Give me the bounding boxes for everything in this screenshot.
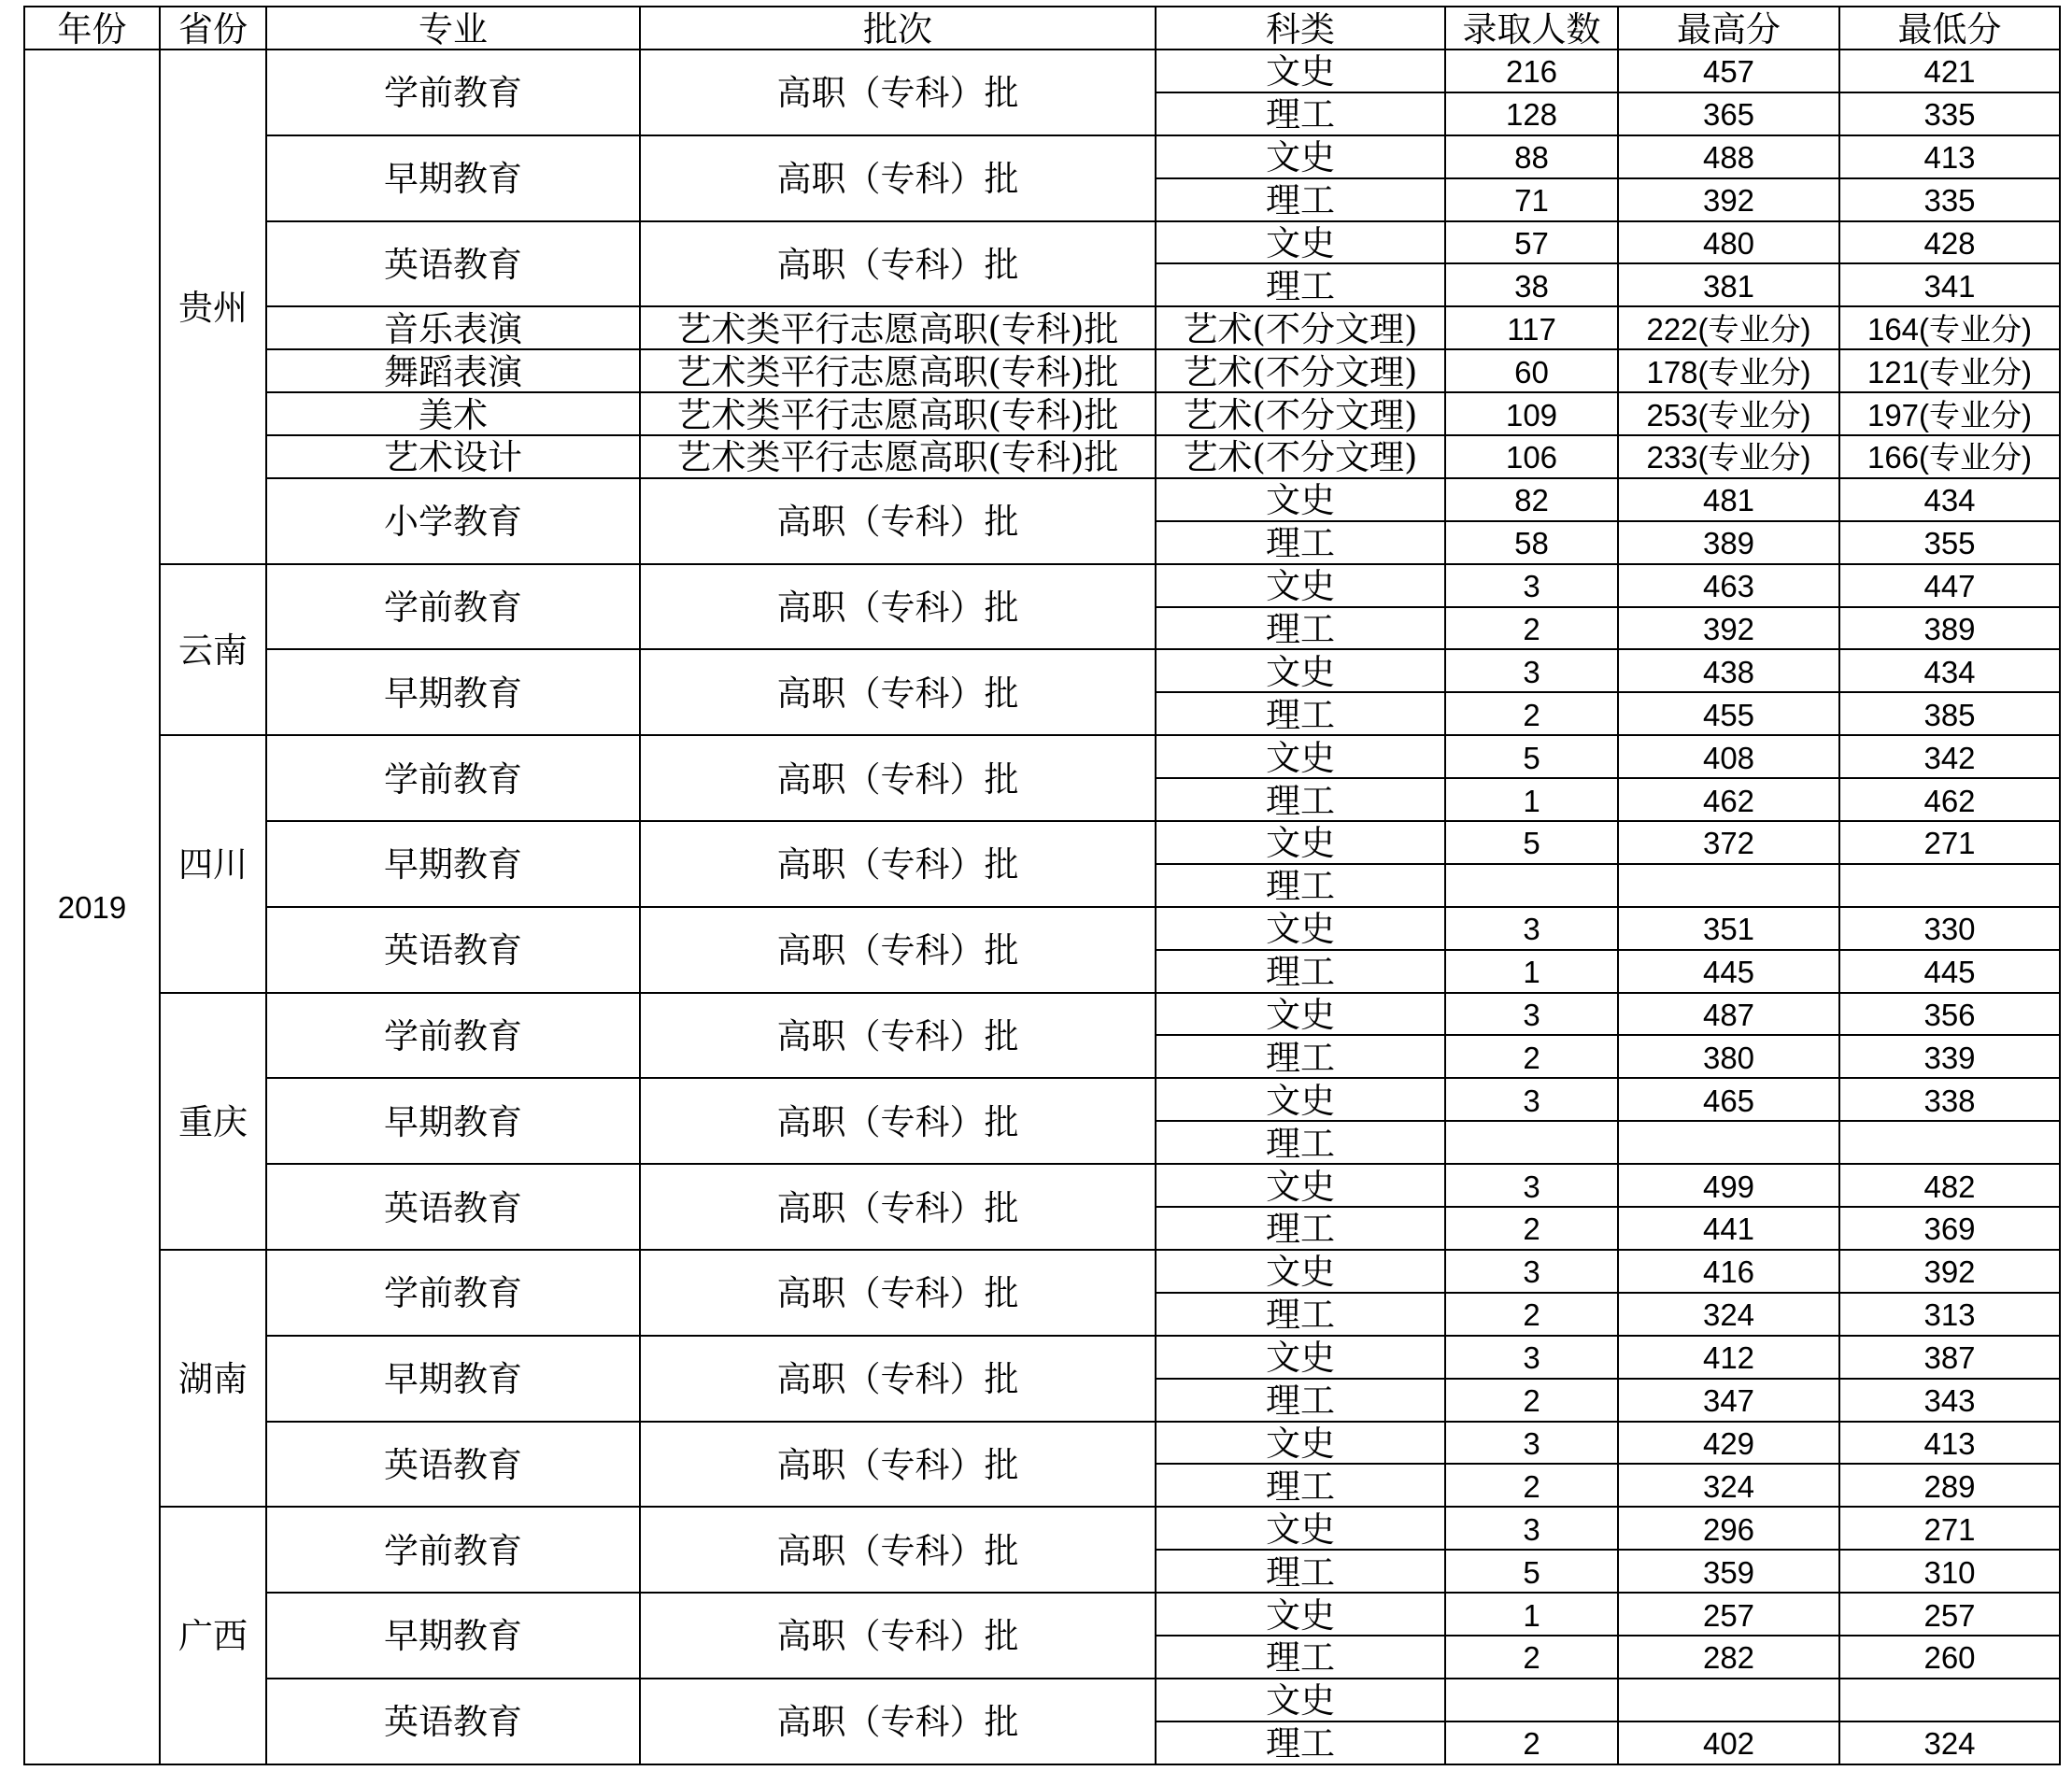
min-score-cell: 413 bbox=[1840, 136, 2061, 179]
major-cell: 早期教育 bbox=[267, 1337, 641, 1423]
batch-cell: 高职（专科）批 bbox=[641, 136, 1157, 222]
admitted-count-cell: 128 bbox=[1446, 93, 1619, 136]
category-cell: 理工 bbox=[1157, 522, 1446, 565]
min-score-cell: 356 bbox=[1840, 994, 2061, 1037]
batch-cell: 高职（专科）批 bbox=[641, 1251, 1157, 1337]
category-cell: 文史 bbox=[1157, 136, 1446, 179]
batch-cell: 高职（专科）批 bbox=[641, 1679, 1157, 1765]
batch-cell: 高职（专科）批 bbox=[641, 1423, 1157, 1509]
max-score-cell bbox=[1619, 1122, 1840, 1165]
category-cell: 文史 bbox=[1157, 1508, 1446, 1551]
admitted-count-cell: 2 bbox=[1446, 1294, 1619, 1337]
admitted-count-cell: 3 bbox=[1446, 1079, 1619, 1122]
category-cell: 文史 bbox=[1157, 1165, 1446, 1208]
max-score-cell: 324 bbox=[1619, 1294, 1840, 1337]
max-score-cell: 324 bbox=[1619, 1465, 1840, 1508]
max-score-cell: 359 bbox=[1619, 1551, 1840, 1594]
min-score-cell: 434 bbox=[1840, 650, 2061, 693]
max-score-cell: 380 bbox=[1619, 1036, 1840, 1079]
admitted-count-cell: 2 bbox=[1446, 608, 1619, 651]
admitted-count-cell: 109 bbox=[1446, 393, 1619, 436]
header-max-score: 最高分 bbox=[1619, 7, 1840, 50]
admitted-count-cell: 1 bbox=[1446, 779, 1619, 822]
batch-cell: 艺术类平行志愿高职(专科)批 bbox=[641, 350, 1157, 393]
min-score-cell: 389 bbox=[1840, 608, 2061, 651]
province-cell: 广西 bbox=[161, 1508, 267, 1764]
major-cell: 英语教育 bbox=[267, 1679, 641, 1765]
category-cell: 理工 bbox=[1157, 951, 1446, 994]
min-score-cell: 257 bbox=[1840, 1594, 2061, 1636]
admitted-count-cell: 106 bbox=[1446, 436, 1619, 479]
category-cell: 理工 bbox=[1157, 1036, 1446, 1079]
admitted-count-cell: 2 bbox=[1446, 1036, 1619, 1079]
max-score-cell: 480 bbox=[1619, 222, 1840, 265]
min-score-cell: 310 bbox=[1840, 1551, 2061, 1594]
major-cell: 学前教育 bbox=[267, 1508, 641, 1594]
batch-cell: 高职（专科）批 bbox=[641, 994, 1157, 1080]
admitted-count-cell: 71 bbox=[1446, 179, 1619, 222]
category-cell: 艺术(不分文理) bbox=[1157, 350, 1446, 393]
batch-cell: 高职（专科）批 bbox=[641, 50, 1157, 136]
max-score-cell: 178(专业分) bbox=[1619, 350, 1840, 393]
admitted-count-cell: 5 bbox=[1446, 1551, 1619, 1594]
max-score-cell: 488 bbox=[1619, 136, 1840, 179]
min-score-cell: 121(专业分) bbox=[1840, 350, 2061, 393]
max-score-cell: 408 bbox=[1619, 736, 1840, 779]
min-score-cell: 271 bbox=[1840, 822, 2061, 865]
max-score-cell: 365 bbox=[1619, 93, 1840, 136]
batch-cell: 艺术类平行志愿高职(专科)批 bbox=[641, 307, 1157, 350]
max-score-cell: 455 bbox=[1619, 693, 1840, 736]
min-score-cell: 313 bbox=[1840, 1294, 2061, 1337]
max-score-cell: 429 bbox=[1619, 1423, 1840, 1466]
admitted-count-cell: 117 bbox=[1446, 307, 1619, 350]
admitted-count-cell: 82 bbox=[1446, 479, 1619, 522]
min-score-cell: 387 bbox=[1840, 1337, 2061, 1380]
max-score-cell: 487 bbox=[1619, 994, 1840, 1037]
admitted-count-cell bbox=[1446, 865, 1619, 908]
max-score-cell: 438 bbox=[1619, 650, 1840, 693]
province-cell: 云南 bbox=[161, 565, 267, 737]
min-score-cell: 341 bbox=[1840, 264, 2061, 307]
admitted-count-cell: 2 bbox=[1446, 1636, 1619, 1679]
min-score-cell: 482 bbox=[1840, 1165, 2061, 1208]
max-score-cell: 253(专业分) bbox=[1619, 393, 1840, 436]
admitted-count-cell: 88 bbox=[1446, 136, 1619, 179]
major-cell: 学前教育 bbox=[267, 50, 641, 136]
max-score-cell: 481 bbox=[1619, 479, 1840, 522]
admitted-count-cell: 1 bbox=[1446, 1594, 1619, 1636]
max-score-cell bbox=[1619, 865, 1840, 908]
major-cell: 学前教育 bbox=[267, 1251, 641, 1337]
category-cell: 文史 bbox=[1157, 650, 1446, 693]
max-score-cell: 381 bbox=[1619, 264, 1840, 307]
admitted-count-cell: 3 bbox=[1446, 994, 1619, 1037]
major-cell: 学前教育 bbox=[267, 736, 641, 822]
max-score-cell: 457 bbox=[1619, 50, 1840, 93]
max-score-cell: 463 bbox=[1619, 565, 1840, 608]
major-cell: 早期教育 bbox=[267, 136, 641, 222]
min-score-cell bbox=[1840, 1679, 2061, 1722]
major-cell: 音乐表演 bbox=[267, 307, 641, 350]
category-cell: 文史 bbox=[1157, 50, 1446, 93]
admitted-count-cell: 3 bbox=[1446, 1165, 1619, 1208]
max-score-cell: 441 bbox=[1619, 1208, 1840, 1251]
max-score-cell: 445 bbox=[1619, 951, 1840, 994]
min-score-cell: 342 bbox=[1840, 736, 2061, 779]
category-cell: 艺术(不分文理) bbox=[1157, 436, 1446, 479]
header-batch: 批次 bbox=[641, 7, 1157, 50]
category-cell: 文史 bbox=[1157, 565, 1446, 608]
category-cell: 文史 bbox=[1157, 908, 1446, 951]
category-cell: 理工 bbox=[1157, 779, 1446, 822]
province-cell: 湖南 bbox=[161, 1251, 267, 1508]
major-cell: 学前教育 bbox=[267, 994, 641, 1080]
max-score-cell: 392 bbox=[1619, 179, 1840, 222]
batch-cell: 高职（专科）批 bbox=[641, 908, 1157, 994]
header-year: 年份 bbox=[25, 7, 161, 50]
category-cell: 文史 bbox=[1157, 222, 1446, 265]
category-cell: 文史 bbox=[1157, 1251, 1446, 1294]
category-cell: 理工 bbox=[1157, 693, 1446, 736]
batch-cell: 高职（专科）批 bbox=[641, 1165, 1157, 1251]
max-score-cell: 222(专业分) bbox=[1619, 307, 1840, 350]
batch-cell: 高职（专科）批 bbox=[641, 479, 1157, 565]
max-score-cell: 351 bbox=[1619, 908, 1840, 951]
category-cell: 理工 bbox=[1157, 1465, 1446, 1508]
admitted-count-cell: 2 bbox=[1446, 1722, 1619, 1765]
admitted-count-cell: 3 bbox=[1446, 650, 1619, 693]
admitted-count-cell: 58 bbox=[1446, 522, 1619, 565]
admitted-count-cell bbox=[1446, 1122, 1619, 1165]
category-cell: 理工 bbox=[1157, 1122, 1446, 1165]
min-score-cell: 445 bbox=[1840, 951, 2061, 994]
admitted-count-cell: 3 bbox=[1446, 1423, 1619, 1466]
admitted-count-cell: 2 bbox=[1446, 1208, 1619, 1251]
major-cell: 英语教育 bbox=[267, 908, 641, 994]
min-score-cell: 289 bbox=[1840, 1465, 2061, 1508]
major-cell: 早期教育 bbox=[267, 1594, 641, 1679]
header-min-score: 最低分 bbox=[1840, 7, 2061, 50]
year-cell: 2019 bbox=[25, 50, 161, 1765]
category-cell: 理工 bbox=[1157, 1551, 1446, 1594]
admitted-count-cell: 3 bbox=[1446, 1337, 1619, 1380]
header-major: 专业 bbox=[267, 7, 641, 50]
min-score-cell: 338 bbox=[1840, 1079, 2061, 1122]
batch-cell: 高职（专科）批 bbox=[641, 650, 1157, 736]
category-cell: 文史 bbox=[1157, 994, 1446, 1037]
province-cell: 贵州 bbox=[161, 50, 267, 565]
min-score-cell: 369 bbox=[1840, 1208, 2061, 1251]
batch-cell: 高职（专科）批 bbox=[641, 1508, 1157, 1594]
batch-cell: 高职（专科）批 bbox=[641, 565, 1157, 651]
province-cell: 四川 bbox=[161, 736, 267, 993]
max-score-cell: 233(专业分) bbox=[1619, 436, 1840, 479]
header-category: 科类 bbox=[1157, 7, 1446, 50]
header-admitted-count: 录取人数 bbox=[1446, 7, 1619, 50]
max-score-cell: 296 bbox=[1619, 1508, 1840, 1551]
max-score-cell: 389 bbox=[1619, 522, 1840, 565]
major-cell: 早期教育 bbox=[267, 650, 641, 736]
min-score-cell: 324 bbox=[1840, 1722, 2061, 1765]
category-cell: 理工 bbox=[1157, 1636, 1446, 1679]
major-cell: 早期教育 bbox=[267, 822, 641, 908]
admitted-count-cell: 3 bbox=[1446, 565, 1619, 608]
major-cell: 美术 bbox=[267, 393, 641, 436]
min-score-cell: 392 bbox=[1840, 1251, 2061, 1294]
batch-cell: 高职（专科）批 bbox=[641, 222, 1157, 308]
batch-cell: 艺术类平行志愿高职(专科)批 bbox=[641, 393, 1157, 436]
max-score-cell bbox=[1619, 1679, 1840, 1722]
category-cell: 理工 bbox=[1157, 865, 1446, 908]
province-cell: 重庆 bbox=[161, 994, 267, 1251]
category-cell: 理工 bbox=[1157, 1722, 1446, 1765]
admitted-count-cell: 216 bbox=[1446, 50, 1619, 93]
batch-cell: 高职（专科）批 bbox=[641, 736, 1157, 822]
major-cell: 学前教育 bbox=[267, 565, 641, 651]
admitted-count-cell: 3 bbox=[1446, 908, 1619, 951]
category-cell: 艺术(不分文理) bbox=[1157, 393, 1446, 436]
min-score-cell: 434 bbox=[1840, 479, 2061, 522]
header-province: 省份 bbox=[161, 7, 267, 50]
category-cell: 理工 bbox=[1157, 93, 1446, 136]
min-score-cell: 343 bbox=[1840, 1380, 2061, 1423]
min-score-cell: 260 bbox=[1840, 1636, 2061, 1679]
max-score-cell: 347 bbox=[1619, 1380, 1840, 1423]
category-cell: 文史 bbox=[1157, 736, 1446, 779]
min-score-cell: 385 bbox=[1840, 693, 2061, 736]
category-cell: 文史 bbox=[1157, 1679, 1446, 1722]
major-cell: 英语教育 bbox=[267, 222, 641, 308]
admitted-count-cell bbox=[1446, 1679, 1619, 1722]
admission-table bbox=[23, 6, 2061, 1765]
min-score-cell: 421 bbox=[1840, 50, 2061, 93]
category-cell: 文史 bbox=[1157, 1079, 1446, 1122]
batch-cell: 高职（专科）批 bbox=[641, 1594, 1157, 1679]
category-cell: 文史 bbox=[1157, 1337, 1446, 1380]
max-score-cell: 392 bbox=[1619, 608, 1840, 651]
category-cell: 文史 bbox=[1157, 822, 1446, 865]
major-cell: 早期教育 bbox=[267, 1079, 641, 1165]
category-cell: 文史 bbox=[1157, 479, 1446, 522]
max-score-cell: 412 bbox=[1619, 1337, 1840, 1380]
batch-cell: 艺术类平行志愿高职(专科)批 bbox=[641, 436, 1157, 479]
max-score-cell: 257 bbox=[1619, 1594, 1840, 1636]
min-score-cell: 413 bbox=[1840, 1423, 2061, 1466]
category-cell: 文史 bbox=[1157, 1423, 1446, 1466]
major-cell: 英语教育 bbox=[267, 1165, 641, 1251]
min-score-cell: 339 bbox=[1840, 1036, 2061, 1079]
major-cell: 艺术设计 bbox=[267, 436, 641, 479]
max-score-cell: 282 bbox=[1619, 1636, 1840, 1679]
admitted-count-cell: 57 bbox=[1446, 222, 1619, 265]
major-cell: 小学教育 bbox=[267, 479, 641, 565]
category-cell: 艺术(不分文理) bbox=[1157, 307, 1446, 350]
min-score-cell: 462 bbox=[1840, 779, 2061, 822]
max-score-cell: 416 bbox=[1619, 1251, 1840, 1294]
min-score-cell: 447 bbox=[1840, 565, 2061, 608]
batch-cell: 高职（专科）批 bbox=[641, 1079, 1157, 1165]
major-cell: 英语教育 bbox=[267, 1423, 641, 1509]
min-score-cell: 197(专业分) bbox=[1840, 393, 2061, 436]
min-score-cell bbox=[1840, 1122, 2061, 1165]
min-score-cell: 164(专业分) bbox=[1840, 307, 2061, 350]
admitted-count-cell: 3 bbox=[1446, 1508, 1619, 1551]
max-score-cell: 372 bbox=[1619, 822, 1840, 865]
min-score-cell: 330 bbox=[1840, 908, 2061, 951]
major-cell: 舞蹈表演 bbox=[267, 350, 641, 393]
admitted-count-cell: 2 bbox=[1446, 1465, 1619, 1508]
admitted-count-cell: 1 bbox=[1446, 951, 1619, 994]
admitted-count-cell: 38 bbox=[1446, 264, 1619, 307]
category-cell: 理工 bbox=[1157, 179, 1446, 222]
admitted-count-cell: 3 bbox=[1446, 1251, 1619, 1294]
batch-cell: 高职（专科）批 bbox=[641, 822, 1157, 908]
category-cell: 文史 bbox=[1157, 1594, 1446, 1636]
admitted-count-cell: 60 bbox=[1446, 350, 1619, 393]
category-cell: 理工 bbox=[1157, 1208, 1446, 1251]
category-cell: 理工 bbox=[1157, 1294, 1446, 1337]
min-score-cell: 271 bbox=[1840, 1508, 2061, 1551]
min-score-cell: 335 bbox=[1840, 93, 2061, 136]
admitted-count-cell: 2 bbox=[1446, 693, 1619, 736]
admitted-count-cell: 5 bbox=[1446, 822, 1619, 865]
admitted-count-cell: 5 bbox=[1446, 736, 1619, 779]
max-score-cell: 402 bbox=[1619, 1722, 1840, 1765]
min-score-cell: 428 bbox=[1840, 222, 2061, 265]
max-score-cell: 465 bbox=[1619, 1079, 1840, 1122]
min-score-cell bbox=[1840, 865, 2061, 908]
min-score-cell: 335 bbox=[1840, 179, 2061, 222]
batch-cell: 高职（专科）批 bbox=[641, 1337, 1157, 1423]
admitted-count-cell: 2 bbox=[1446, 1380, 1619, 1423]
max-score-cell: 499 bbox=[1619, 1165, 1840, 1208]
max-score-cell: 462 bbox=[1619, 779, 1840, 822]
min-score-cell: 166(专业分) bbox=[1840, 436, 2061, 479]
category-cell: 理工 bbox=[1157, 608, 1446, 651]
category-cell: 理工 bbox=[1157, 264, 1446, 307]
category-cell: 理工 bbox=[1157, 1380, 1446, 1423]
min-score-cell: 355 bbox=[1840, 522, 2061, 565]
